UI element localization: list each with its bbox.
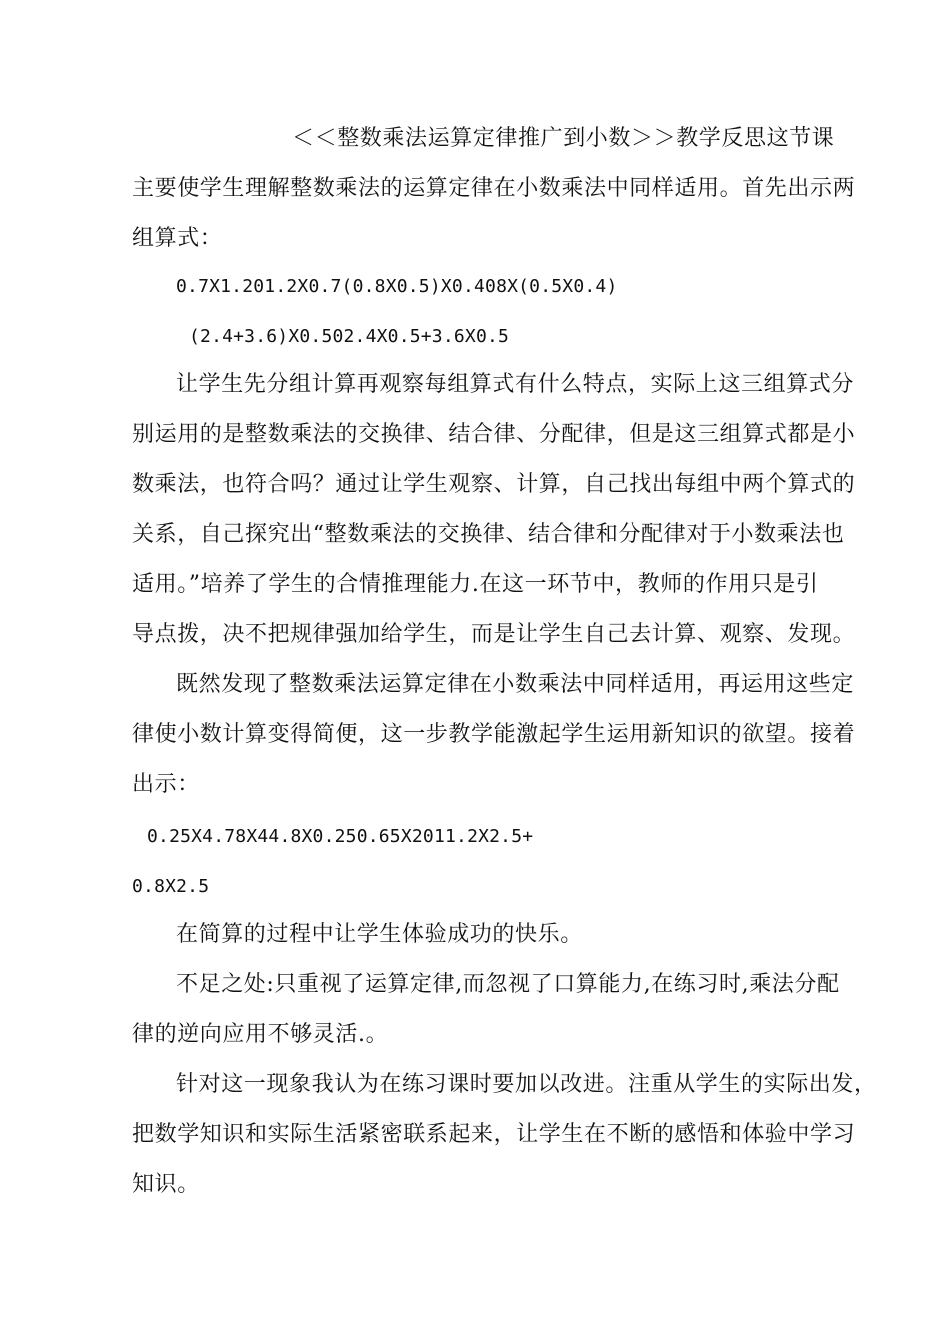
- paragraph-line: 把数学知识和实际生活紧密联系起来，让学生在不断的感悟和体验中学习: [132, 1122, 856, 1147]
- paragraph-line: 数乘法，也符合吗？通过让学生观察、计算，自己找出每组中两个算式的: [132, 472, 856, 497]
- paragraph-line: 别运用的是整数乘法的交换律、结合律、分配律，但是这三组算式都是小: [132, 422, 856, 447]
- paragraph-line: 律使小数计算变得简便，这一步教学能激起学生运用新知识的欲望。接着: [132, 722, 856, 747]
- paragraph-line: 律的逆向应用不够灵活.。: [132, 1022, 389, 1047]
- formula-line: 0.7X1.201.2X0.7(0.8X0.5)X0.408X(0.5X0.4): [176, 276, 618, 297]
- formula-line: 0.8X2.5: [132, 876, 210, 897]
- paragraph-line: 关系，自己探究出“整数乘法的交换律、结合律和分配律对于小数乘法也: [132, 522, 845, 547]
- title-line: ＜＜整数乘法运算定律推广到小数＞＞教学反思这节课: [292, 126, 835, 151]
- paragraph-line: 在简算的过程中让学生体验成功的快乐。: [176, 922, 583, 947]
- paragraph-line: 导点拨，决不把规律强加给学生，而是让学生自己去计算、观察、发现。: [132, 622, 856, 647]
- paragraph-line: 针对这一现象我认为在练习课时要加以改进。注重从学生的实际出发，: [176, 1072, 877, 1097]
- paragraph-line: 不足之处:只重视了运算定律,而忽视了口算能力,在练习时,乘法分配: [176, 972, 840, 997]
- paragraph-line: 出示：: [132, 772, 200, 797]
- paragraph-line: 组算式：: [132, 226, 223, 251]
- formula-line: (2.4+3.6)X0.502.4X0.5+3.6X0.5: [189, 326, 510, 347]
- paragraph-line: 既然发现了整数乘法运算定律在小数乘法中同样适用，再运用这些定: [176, 672, 855, 697]
- formula-line: 0.25X4.78X44.8X0.250.65X2011.2X2.5+: [147, 826, 534, 847]
- paragraph-line: 适用。”培养了学生的合情推理能力.在这一环节中，教师的作用只是引: [132, 572, 819, 597]
- paragraph-line: 主要使学生理解整数乘法的运算定律在小数乘法中同样适用。首先出示两: [132, 176, 856, 201]
- paragraph-line: 知识。: [132, 1172, 200, 1197]
- paragraph-line: 让学生先分组计算再观察每组算式有什么特点，实际上这三组算式分: [176, 372, 855, 397]
